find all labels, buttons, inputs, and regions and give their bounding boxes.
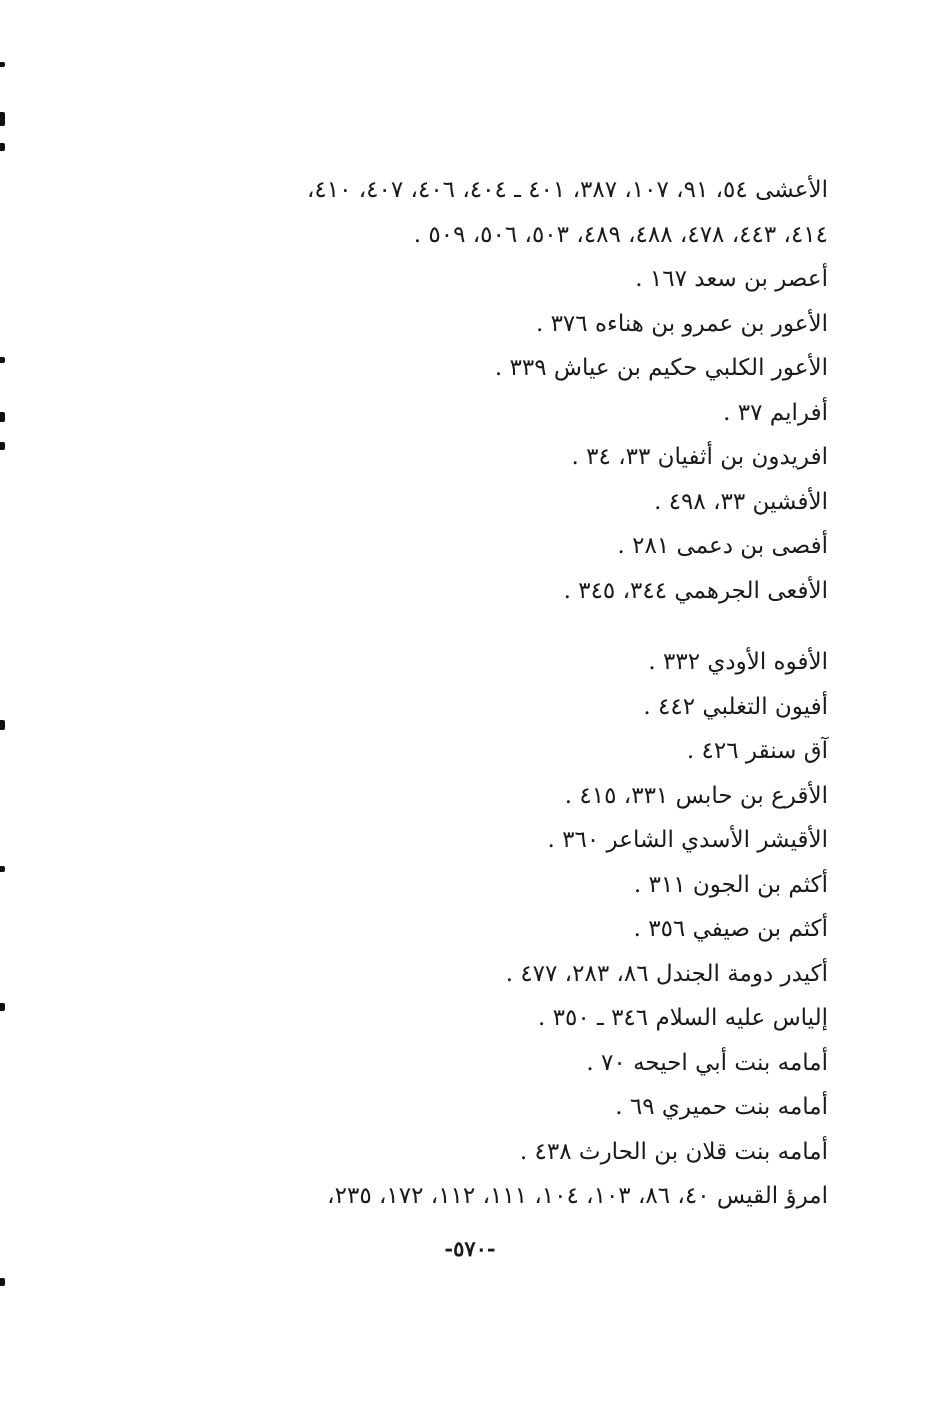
index-entry: الأقيشر الأسدي الشاعر ٣٦٠ .	[547, 827, 828, 853]
index-entry: أمامه بنت قلان بن الحارث ٤٣٨ .	[519, 1138, 828, 1165]
index-entry: أكثم بن الجون ٣١١ .	[633, 871, 828, 898]
scan-edge-mark	[0, 357, 5, 363]
index-entry: أعصر بن سعد ١٦٧ .	[635, 266, 828, 292]
scan-edge-mark	[0, 1278, 5, 1286]
index-entry: الأفوه الأودي ٣٣٢ .	[648, 649, 828, 675]
scan-edge-mark	[0, 412, 5, 422]
index-entry: أكثم بن صيفي ٣٥٦ .	[633, 916, 828, 942]
page-number: -٥٧٠-	[444, 1236, 496, 1261]
index-entry: الأقرع بن حابس ٣٣١، ٤١٥ .	[564, 782, 828, 809]
index-entry-continuation: ٤١٤، ٤٤٣، ٤٧٨، ٤٨٨، ٤٨٩، ٥٠٣، ٥٠٦، ٥٠٩ .	[413, 221, 828, 248]
index-section-top	[128, 168, 828, 613]
index-entry: افريدون بن أثفيان ٣٣، ٣٤ .	[571, 444, 828, 470]
index-entry: الأعور بن عمرو بن هناءه ٣٧٦ .	[535, 310, 828, 337]
index-entry: الأعشى ٥٤، ٩١، ١٠٧، ٣٨٧، ٤٠١ ـ ٤٠٤، ٤٠٦، ٤٠٧، ٤١٠،	[306, 177, 828, 203]
scan-edge-mark	[0, 143, 5, 151]
scan-edge-mark	[0, 62, 5, 67]
scan-edge-mark	[0, 866, 5, 872]
index-entry: الأعور الكلبي حكيم بن عياش ٣٣٩ .	[494, 355, 828, 381]
scan-edge-mark	[0, 1003, 5, 1011]
index-entry: امرؤ القيس ٤٠، ٨٦، ١٠٣، ١٠٤، ١١١، ١١٢، ١٧٢، ٢٣٥،	[327, 1183, 828, 1209]
index-section-bottom	[128, 640, 828, 1219]
scan-edge-mark	[0, 442, 5, 450]
index-entry: أفيون التغلبي ٤٤٢ .	[643, 693, 828, 720]
index-entry: إلياس عليه السلام ٣٤٦ ـ ٣٥٠ .	[538, 1005, 828, 1031]
index-entry: أمامه بنت أبي احيحه ٧٠ .	[586, 1049, 828, 1076]
index-entry: الأفعى الجرهمي ٣٤٤، ٣٤٥ .	[563, 577, 828, 604]
index-entry: الأفشين ٣٣، ٤٩٨ .	[654, 488, 828, 515]
index-entry: أمامه بنت حميري ٦٩ .	[615, 1094, 828, 1120]
scan-edge-mark	[0, 720, 5, 730]
scan-edge-mark	[0, 112, 5, 126]
index-entry: أفصى بن دعمى ٢٨١ .	[617, 533, 828, 559]
index-entry: أفرايم ٣٧ .	[723, 399, 828, 426]
index-entry: آق سنقر ٤٢٦ .	[686, 738, 828, 764]
index-entry: أكيدر دومة الجندل ٨٦، ٢٨٣، ٤٧٧ .	[505, 960, 828, 987]
